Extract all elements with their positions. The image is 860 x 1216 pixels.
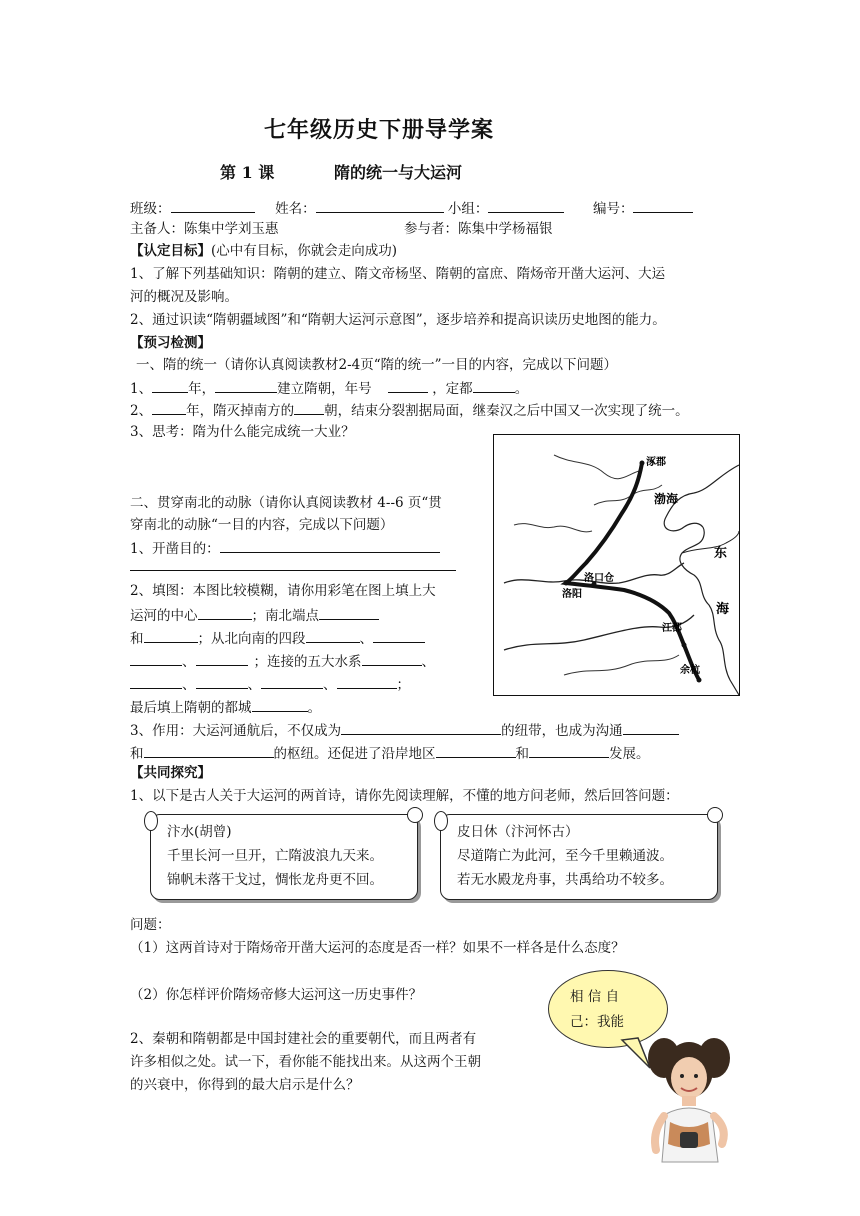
- center-label: 运河的中心: [130, 608, 198, 624]
- q2-text-c: 朝，结束分裂割据局面，继秦汉之后中国又一次实现了统一。: [324, 403, 689, 419]
- goal-item-2: 2、通过识读“隋朝疆域图”和“隋朝大运河示意图”，逐步培养和提高识读历史地图的能力。: [130, 312, 666, 328]
- lesson-title: 隋的统一与大运河: [334, 163, 463, 182]
- girl-illustration-icon: [634, 1032, 744, 1168]
- poem2-line1: 尽道隋亡为此河，至今千里赖通波。: [457, 848, 673, 864]
- class-label: 班级：: [130, 201, 171, 217]
- q1-capital-blank[interactable]: [473, 378, 515, 393]
- p2q1-label: 1、开凿目的：: [130, 541, 220, 557]
- info-row: [130, 198, 693, 218]
- map-label-zhuojun: 涿郡: [646, 457, 666, 468]
- p2q3-d: 的枢纽。还促进了沿岸地区: [273, 746, 436, 762]
- explore-q2: （2）你怎样评价隋炀帝修大运河这一历史事件？: [130, 987, 423, 1003]
- group-blank[interactable]: [488, 198, 564, 213]
- connect-1-blank[interactable]: [623, 720, 679, 735]
- north-end-blank[interactable]: [319, 605, 379, 620]
- q1-founder-blank[interactable]: [215, 378, 277, 393]
- preview-q2: [130, 400, 689, 420]
- goal-item-1-line2: 河的概况及影响。: [130, 289, 238, 305]
- page-title: 七年级历史下册导学案: [264, 117, 495, 143]
- p2q3-c: 和: [130, 746, 144, 762]
- map-label-luokoucang: 洛口仓: [584, 573, 614, 584]
- goals-heading-row: [130, 242, 397, 260]
- explore-q3-line2: 许多相似之处。试一下，看你能不能找出来。从这两个王朝: [130, 1054, 481, 1070]
- and-label: 和: [130, 631, 144, 647]
- class-blank[interactable]: [171, 198, 255, 213]
- bond-blank[interactable]: [341, 720, 501, 735]
- name-blank[interactable]: [316, 198, 444, 213]
- poem2-line2: 若无水殿龙舟事，共禹给功不较多。: [457, 872, 673, 888]
- water-5-blank[interactable]: [337, 674, 397, 689]
- p2-q2-line4: [130, 651, 435, 671]
- section-4-blank[interactable]: [196, 651, 248, 666]
- capital-label: 最后填上隋朝的都城: [130, 700, 252, 716]
- p2q3-e: 和: [515, 746, 529, 762]
- map-label-dong: 东: [714, 546, 728, 561]
- part2-title-line2: 穿南北的动脉“一目的内容，完成以下问题）: [130, 517, 394, 533]
- p2-q2-line6: [130, 697, 321, 717]
- lesson-number: 第 1 课: [220, 163, 275, 182]
- p2-q2-line5: [130, 674, 410, 694]
- p2q3-b: 的纽带，也成为沟通: [501, 723, 623, 739]
- p2-q2-line1: 2、填图：本图比较模糊，请你用彩笔在图上填上大: [130, 583, 436, 599]
- q1-era-blank[interactable]: [388, 378, 428, 393]
- map-label-bohai: 渤海: [654, 492, 679, 506]
- poem-scroll-2: [440, 814, 718, 900]
- q2-num: 2、: [130, 403, 153, 419]
- goals-heading: 【认定目标】: [130, 243, 211, 259]
- preview-q1: [130, 378, 528, 398]
- q2-dynasty-blank[interactable]: [294, 400, 324, 415]
- q1-text-e: 。: [514, 381, 529, 397]
- name-label: 姓名：: [275, 201, 316, 217]
- explore-q3-line1: 2、秦朝和隋朝都是中国封建社会的重要朝代，而且两者有: [130, 1031, 477, 1047]
- q2-text-b: 年，隋灭掉南方的: [186, 403, 295, 419]
- sections-label: ；从北向南的四段: [197, 631, 306, 647]
- grand-canal-map: [493, 434, 740, 696]
- scroll-curl-icon: [707, 807, 723, 823]
- preview-heading: 【预习检测】: [130, 335, 211, 351]
- q1-text-b: 年，: [188, 381, 216, 397]
- purpose-blank[interactable]: [220, 538, 440, 553]
- map-label-jiangdu: 江都: [662, 623, 682, 634]
- explore-heading: 【共同探究】: [130, 765, 211, 781]
- poem2-title: 皮日休（汴河怀古）: [457, 824, 579, 840]
- p2-q3-line1: [130, 720, 679, 740]
- sep: 、: [247, 677, 261, 693]
- sep: 、: [359, 631, 373, 647]
- q1-num: 1、: [130, 381, 153, 397]
- map-label-luoyang: 洛阳: [562, 589, 582, 600]
- map-label-yuhang: 余杭: [680, 665, 700, 676]
- part1-title: 一、隋的统一（请你认真阅读教材2-4页“隋的统一”一目的内容，完成以下问题）: [136, 357, 618, 373]
- water-4-blank[interactable]: [261, 674, 323, 689]
- water-systems-label: ；连接的五大水系: [253, 654, 362, 670]
- scroll-curl-icon: [407, 807, 423, 823]
- sep: 、: [182, 654, 196, 670]
- sep: 、: [421, 654, 435, 670]
- sep: 、: [323, 677, 337, 693]
- part2-title-line1: 二、贯穿南北的动脉（请你认真阅读教材 4--6 页“贯: [130, 495, 442, 511]
- preparer: 主备人：陈集中学刘玉惠: [130, 221, 279, 237]
- bubble-line1: 相 信 自: [570, 989, 620, 1005]
- preview-q3: 3、思考：隋为什么能完成统一大业？: [130, 424, 355, 440]
- q1-text-d: ，定都: [432, 381, 473, 397]
- map-label-hai: 海: [716, 602, 730, 617]
- number-label: 编号：: [592, 201, 634, 217]
- sui-capital-blank[interactable]: [252, 697, 308, 712]
- water-2-blank[interactable]: [130, 674, 182, 689]
- p2q3-a: 3、作用：大运河通航后，不仅成为: [130, 723, 342, 739]
- south-end-blank[interactable]: [144, 628, 198, 643]
- period: 。: [307, 700, 321, 716]
- poem1-line2: 锦帆未落干戈过，惆怅龙舟更不回。: [167, 872, 383, 888]
- p2-q1: [130, 538, 440, 558]
- scroll-curl-icon: [144, 811, 158, 831]
- poem-scroll-1: [150, 814, 418, 900]
- section-3-blank[interactable]: [130, 651, 182, 666]
- map-svg: [494, 435, 739, 695]
- p2-q2-line3: [130, 628, 425, 648]
- purpose-blank-line2[interactable]: [130, 556, 456, 571]
- q1-year-blank[interactable]: [152, 378, 188, 393]
- q2-year-blank[interactable]: [152, 400, 186, 415]
- questions-label: 问题：: [130, 917, 171, 933]
- group-label: 小组：: [447, 201, 489, 217]
- semicolon: ；: [396, 677, 410, 693]
- goal-item-1-line1: 1、了解下列基础知识：隋朝的建立、隋文帝杨坚、隋朝的富庶、隋炀帝开凿大运河、大运: [130, 266, 666, 282]
- center-blank[interactable]: [198, 605, 252, 620]
- participant: 参与者：陈集中学杨福银: [404, 221, 553, 237]
- number-blank[interactable]: [633, 198, 693, 213]
- connect-2-blank[interactable]: [144, 743, 274, 758]
- section-2-blank[interactable]: [373, 628, 425, 643]
- p2q3-f: 发展。: [609, 746, 650, 762]
- p2-q3-line2: [130, 743, 650, 763]
- poem1-title: 汴水(胡曾): [167, 824, 232, 840]
- sep: 、: [182, 677, 196, 693]
- scroll-curl-icon: [434, 811, 448, 831]
- goals-motto: (心中有目标，你就会走向成功): [211, 243, 398, 259]
- endpoints-label: ；南北端点: [251, 608, 319, 624]
- bubble-line2: 己：我能: [570, 1014, 624, 1030]
- develop-1-blank[interactable]: [436, 743, 516, 758]
- develop-2-blank[interactable]: [529, 743, 609, 758]
- explore-q1: （1）这两首诗对于隋炀帝开凿大运河的态度是否一样？如果不一样各是什么态度？: [130, 940, 625, 956]
- explore-q3-line3: 的兴衰中，你得到的最大启示是什么？: [130, 1077, 360, 1093]
- q1-text-c: 建立隋朝，年号: [277, 381, 372, 397]
- poem1-line1: 千里长河一旦开，亡隋波浪九天来。: [167, 848, 383, 864]
- section-1-blank[interactable]: [306, 628, 360, 643]
- water-1-blank[interactable]: [362, 651, 422, 666]
- water-3-blank[interactable]: [196, 674, 248, 689]
- p2-q2-line2: [130, 605, 379, 625]
- explore-intro: 1、以下是古人关于大运河的两首诗，请你先阅读理解，不懂的地方问老师，然后回答问题：: [130, 788, 679, 804]
